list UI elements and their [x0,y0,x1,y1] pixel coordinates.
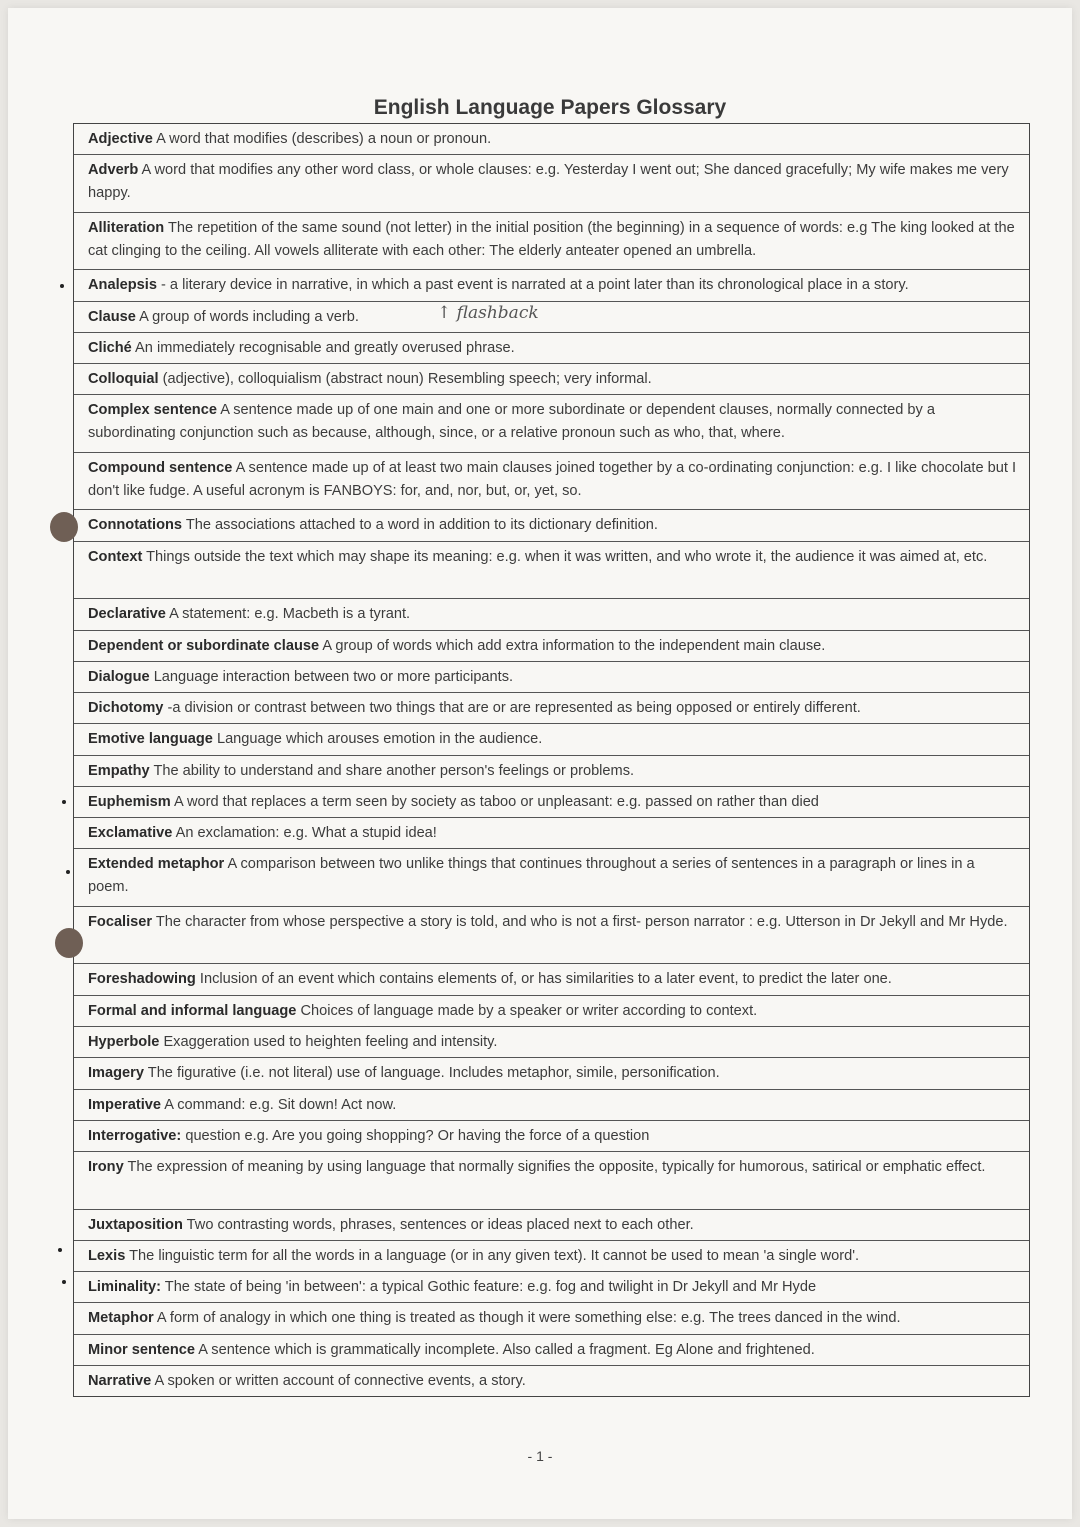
glossary-row [74,1272,1029,1303]
margin-mark [66,870,70,874]
glossary-definition: A group of words including a verb. [139,308,359,325]
glossary-term: Colloquial [88,371,159,388]
glossary-row [74,1152,1029,1210]
glossary-row [74,1058,1029,1089]
glossary-row [74,756,1029,787]
glossary-term: Context [88,548,143,565]
glossary-definition: Choices of language made by a speaker or writer according to context. [300,1002,758,1019]
glossary-term: Juxtaposition [88,1216,183,1233]
glossary-term: Adjective [88,131,153,147]
glossary-definition: A sentence made up of at least two main clauses joined together by a co-ordinating conjunction: e.g. I like chocolate but I don't like fudge. A useful acronym is FANBOYS: for, and, nor, but, or, yet, so. [88,459,1017,499]
glossary-definition: A word that modifies any other word class, or whole clauses: e.g. Yesterday I went out; She danced gracefully; My wife makes me very happy. [88,162,1009,202]
glossary-definition: The expression of meaning by using language that normally signifies the opposite, typically for humorous, satirical or emphatic effect. [127,1159,986,1176]
glossary-term: Metaphor [88,1310,154,1327]
glossary-term: Foreshadowing [88,971,196,988]
glossary-row [74,395,1029,453]
glossary-definition: An immediately recognisable and greatly overused phrase. [135,339,515,356]
glossary-definition: Exaggeration used to heighten feeling and intensity. [163,1033,498,1050]
glossary-term: Imperative [88,1096,162,1113]
punch-hole-top [50,512,78,542]
glossary-definition: A form of analogy in which one thing is treated as though it were something else: e.g. The trees danced in the wind. [156,1310,901,1327]
glossary-row [74,542,1029,600]
margin-mark [62,1280,66,1284]
glossary-definition: The figurative (i.e. not literal) use of language. Includes metaphor, simile, personification. [147,1065,720,1082]
glossary-row [74,364,1029,395]
glossary-row [74,996,1029,1027]
glossary-term: Declarative [88,606,166,623]
margin-mark [62,800,66,804]
glossary-definition: Language interaction between two or more participants. [153,668,514,685]
glossary-term: Dependent or subordinate clause [88,637,320,654]
glossary-definition: Inclusion of an event which contains elements of, or has similarities to a later event, to predict the later one. [199,971,892,988]
glossary-term: Focaliser [88,913,153,930]
glossary-definition: A spoken or written account of connective events, a story. [154,1372,526,1389]
glossary-row [74,907,1029,965]
glossary-term: Dialogue [88,668,150,685]
margin-mark [58,1248,62,1252]
glossary-table [73,123,1030,1397]
glossary-row [74,1303,1029,1334]
glossary-definition: A command: e.g. Sit down! Act now. [164,1096,397,1113]
glossary-term: Irony [88,1159,124,1176]
glossary-row [74,155,1029,213]
glossary-term: Dichotomy [88,700,164,717]
glossary-row [74,510,1029,541]
glossary-term: Cliché [88,339,132,356]
glossary-row [74,693,1029,724]
glossary-row [74,724,1029,755]
glossary-term: Minor sentence [88,1341,196,1358]
glossary-row [74,631,1029,662]
glossary-definition: A statement: e.g. Macbeth is a tyrant. [169,606,411,623]
glossary-term: Euphemism [88,793,171,810]
glossary-term: Emotive language [88,731,213,748]
glossary-definition: The linguistic term for all the words in a language (or in any given text). It cannot be used to mean 'a single word'. [129,1247,860,1264]
glossary-definition: The state of being 'in between': a typical Gothic feature: e.g. fog and twilight in Dr Jekyll and Mr Hyde [164,1279,817,1296]
glossary-definition: Two contrasting words, phrases, sentences or ideas placed next to each other. [186,1216,694,1233]
glossary-row [74,1027,1029,1058]
glossary-row [74,1335,1029,1366]
glossary-term: Adverb [88,162,139,179]
glossary-row [74,1366,1029,1396]
page-number: - 1 - [527,1448,553,1464]
glossary-term: Complex sentence [88,402,217,419]
glossary-term: Alliteration [88,219,165,236]
glossary-definition: The character from whose perspective a story is told, and who is not a first- person narrator : e.g. Utterson in Dr Jekyll and Mr Hyde. [155,913,1008,930]
glossary-definition: The repetition of the same sound (not letter) in the initial position (the beginning) in a sequence of words: e.g The king looked at the cat clinging to the ceiling. All vowels alliterate with each other: The elderly anteater opened an umbrella. [88,219,1015,259]
glossary-term: Clause [88,308,136,325]
handwritten-note: ↑ flashback [437,303,539,323]
glossary-definition: A comparison between two unlike things that continues throughout a series of sentences in a paragraph or lines in a poem. [88,856,975,896]
glossary-term: Lexis [88,1247,126,1264]
glossary-row [74,599,1029,630]
punch-hole-bottom [55,928,83,958]
glossary-row [74,662,1029,693]
glossary-definition: A sentence which is grammatically incomplete. Also called a fragment. Eg Alone and frightened. [198,1341,815,1358]
glossary-term: Compound sentence [88,459,233,476]
glossary-row [74,1090,1029,1121]
glossary-definition: A word that modifies (describes) a noun or pronoun. [156,131,492,147]
glossary-row [74,124,1029,155]
glossary-term: Connotations [88,517,183,534]
glossary-term: Narrative [88,1372,152,1389]
glossary-definition: - a literary device in narrative, in which a past event is narrated at a point later than its chronological place in a story. [161,277,909,294]
glossary-term: Exclamative [88,825,173,842]
glossary-row [74,849,1029,907]
glossary-row [74,270,1029,301]
glossary-definition: Language which arouses emotion in the audience. [216,731,543,748]
glossary-definition: question e.g. Are you going shopping? Or having the force of a question [185,1127,650,1144]
glossary-row [74,1241,1029,1272]
glossary-definition: A group of words which add extra information to the independent main clause. [322,637,826,654]
glossary-term: Analepsis [88,277,157,294]
glossary-row [74,964,1029,995]
glossary-definition: -a division or contrast between two things that are or are represented as being opposed or entirely different. [167,700,861,717]
glossary-row [74,1121,1029,1152]
glossary-definition: (adjective), colloquialism (abstract noun) Resembling speech; very informal. [162,371,652,388]
glossary-row [74,333,1029,364]
glossary-term: Formal and informal language [88,1002,297,1019]
glossary-row [74,818,1029,849]
glossary-term: Hyperbole [88,1033,160,1050]
page-title: English Language Papers Glossary [373,96,727,119]
glossary-row [74,787,1029,818]
glossary-row [74,1210,1029,1241]
glossary-term: Empathy [88,762,150,779]
glossary-term: Interrogative: [88,1127,182,1144]
glossary-definition: The ability to understand and share another person's feelings or problems. [153,762,635,779]
glossary-definition: A sentence made up of one main and one or more subordinate or dependent clauses, normally connected by a subordinating conjunction such as because, although, since, or a relative pronoun such as who, that, where. [88,402,935,442]
glossary-row [74,453,1029,511]
glossary-definition: An exclamation: e.g. What a stupid idea! [175,825,437,842]
glossary-row [74,213,1029,271]
glossary-term: Extended metaphor [88,856,225,873]
glossary-definition: Things outside the text which may shape its meaning: e.g. when it was written, and who wrote it, the audience it was aimed at, etc. [146,548,988,565]
glossary-term: Liminality: [88,1279,161,1296]
glossary-definition: The associations attached to a word in addition to its dictionary definition. [185,517,658,534]
glossary-row [74,302,1029,333]
glossary-definition: A word that replaces a term seen by society as taboo or unpleasant: e.g. passed on rather than died [173,793,819,810]
margin-mark [60,284,64,288]
glossary-term: Imagery [88,1065,144,1082]
